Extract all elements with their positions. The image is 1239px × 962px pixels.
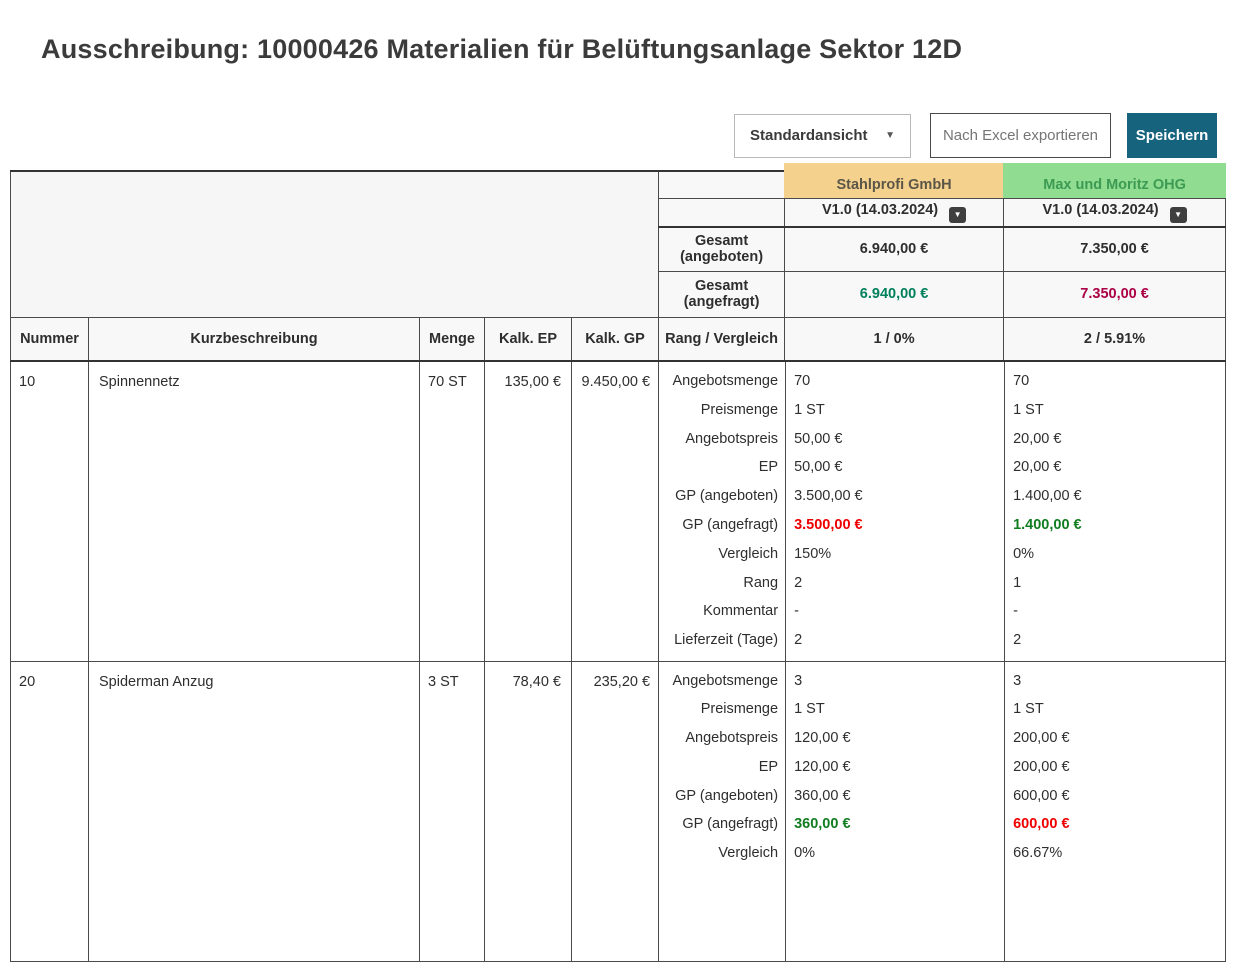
item-kalk-gp: 235,20 €: [572, 661, 659, 961]
item-nummer: 10: [11, 361, 89, 661]
item-offer-details: [659, 661, 1226, 961]
page-title: Ausschreibung: 10000426 Materialien für Belüftungsanlage Sektor 12D: [41, 34, 963, 64]
gp-requested-value: 3.500,00 €: [794, 516, 863, 533]
item-kalk-gp: 9.450,00 €: [572, 361, 659, 661]
gp-requested-value: 360,00 €: [794, 816, 851, 833]
item-kalk-ep: 78,40 €: [485, 661, 572, 961]
gp-requested-value: 1.400,00 €: [1013, 516, 1082, 533]
supplier-name-row: [11, 171, 1226, 198]
supplier2-offer-values: 3 1 ST 200,00 € 200,00 € 600,00 € 600,00 € 66.67%: [1005, 662, 1225, 961]
item-kurzbeschreibung: Spinnennetz: [89, 361, 420, 661]
blank-cell: [659, 198, 785, 227]
supplier-name: Max und Moritz OHG: [1043, 176, 1186, 193]
item-nummer: 20: [11, 661, 89, 961]
version-dropdown-icon[interactable]: ▼: [949, 207, 966, 223]
gp-requested-value: 600,00 €: [1013, 816, 1070, 833]
export-excel-button[interactable]: Nach Excel exportieren: [930, 113, 1111, 158]
offer-detail-labels: Angebotsmenge Preismenge Angebotspreis EP GP (angeboten) GP (angefragt) Vergleich: [659, 662, 786, 961]
save-button[interactable]: Speichern: [1127, 113, 1217, 158]
blank-cell: [659, 171, 785, 198]
view-select-value: Standardansicht: [750, 127, 868, 144]
supplier1-offer-values: 3 1 ST 120,00 € 120,00 € 360,00 € 360,00 € 0%: [786, 662, 1005, 961]
item-menge: 3 ST: [420, 661, 485, 961]
chevron-down-icon: ▼: [885, 130, 895, 141]
total-offered-label: Gesamt (angeboten): [659, 227, 785, 271]
supplier1-total-requested: 6.940,00 €: [785, 271, 1004, 317]
comparison-table: [10, 170, 1226, 962]
supplier2-rank-comparison: 2 / 5.91%: [1004, 317, 1226, 361]
supplier-header-stahlprofi: [785, 171, 1004, 198]
version-label: V1.0 (14.03.2024): [1042, 202, 1159, 218]
item-row-20: [11, 661, 1226, 961]
item-kurzbeschreibung: Spiderman Anzug: [89, 661, 420, 961]
rank-comparison-label: Rang / Vergleich: [659, 317, 785, 361]
supplier2-offer-values: 70 1 ST 20,00 € 20,00 € 1.400,00 € 1.400,00 € 0% 1 - 2: [1005, 362, 1225, 661]
toolbar: [734, 113, 1217, 158]
offer-detail-labels: Angebotsmenge Preismenge Angebotspreis EP GP (angeboten) GP (angefragt) Vergleich Rang Kommentar Lieferzeit (Tage): [659, 362, 786, 661]
item-row-10: [11, 361, 1226, 661]
version-label: V1.0 (14.03.2024): [822, 202, 939, 218]
view-select[interactable]: [734, 114, 911, 158]
item-offer-details: [659, 361, 1226, 661]
col-header-kalk-gp: Kalk. GP: [572, 317, 659, 361]
supplier1-total-offered: 6.940,00 €: [785, 227, 1004, 271]
supplier2-total-offered: 7.350,00 €: [1004, 227, 1226, 271]
table-blank-area: [11, 171, 659, 317]
supplier2-total-requested: 7.350,00 €: [1004, 271, 1226, 317]
total-requested-label: Gesamt (angefragt): [659, 271, 785, 317]
col-header-kalk-ep: Kalk. EP: [485, 317, 572, 361]
col-header-menge: Menge: [420, 317, 485, 361]
supplier-name: Stahlprofi GmbH: [836, 176, 952, 193]
item-kalk-ep: 135,00 €: [485, 361, 572, 661]
version-dropdown-icon[interactable]: ▼: [1170, 207, 1187, 223]
supplier1-version-cell: [785, 198, 1004, 227]
column-header-row: [11, 317, 1226, 361]
supplier1-offer-values: 70 1 ST 50,00 € 50,00 € 3.500,00 € 3.500,00 € 150% 2 - 2: [786, 362, 1005, 661]
supplier2-version-cell: [1004, 198, 1226, 227]
supplier1-rank-comparison: 1 / 0%: [785, 317, 1004, 361]
col-header-kurzbeschreibung: Kurzbeschreibung: [89, 317, 420, 361]
item-menge: 70 ST: [420, 361, 485, 661]
supplier-header-max-und-moritz: [1004, 171, 1226, 198]
col-header-nummer: Nummer: [11, 317, 89, 361]
